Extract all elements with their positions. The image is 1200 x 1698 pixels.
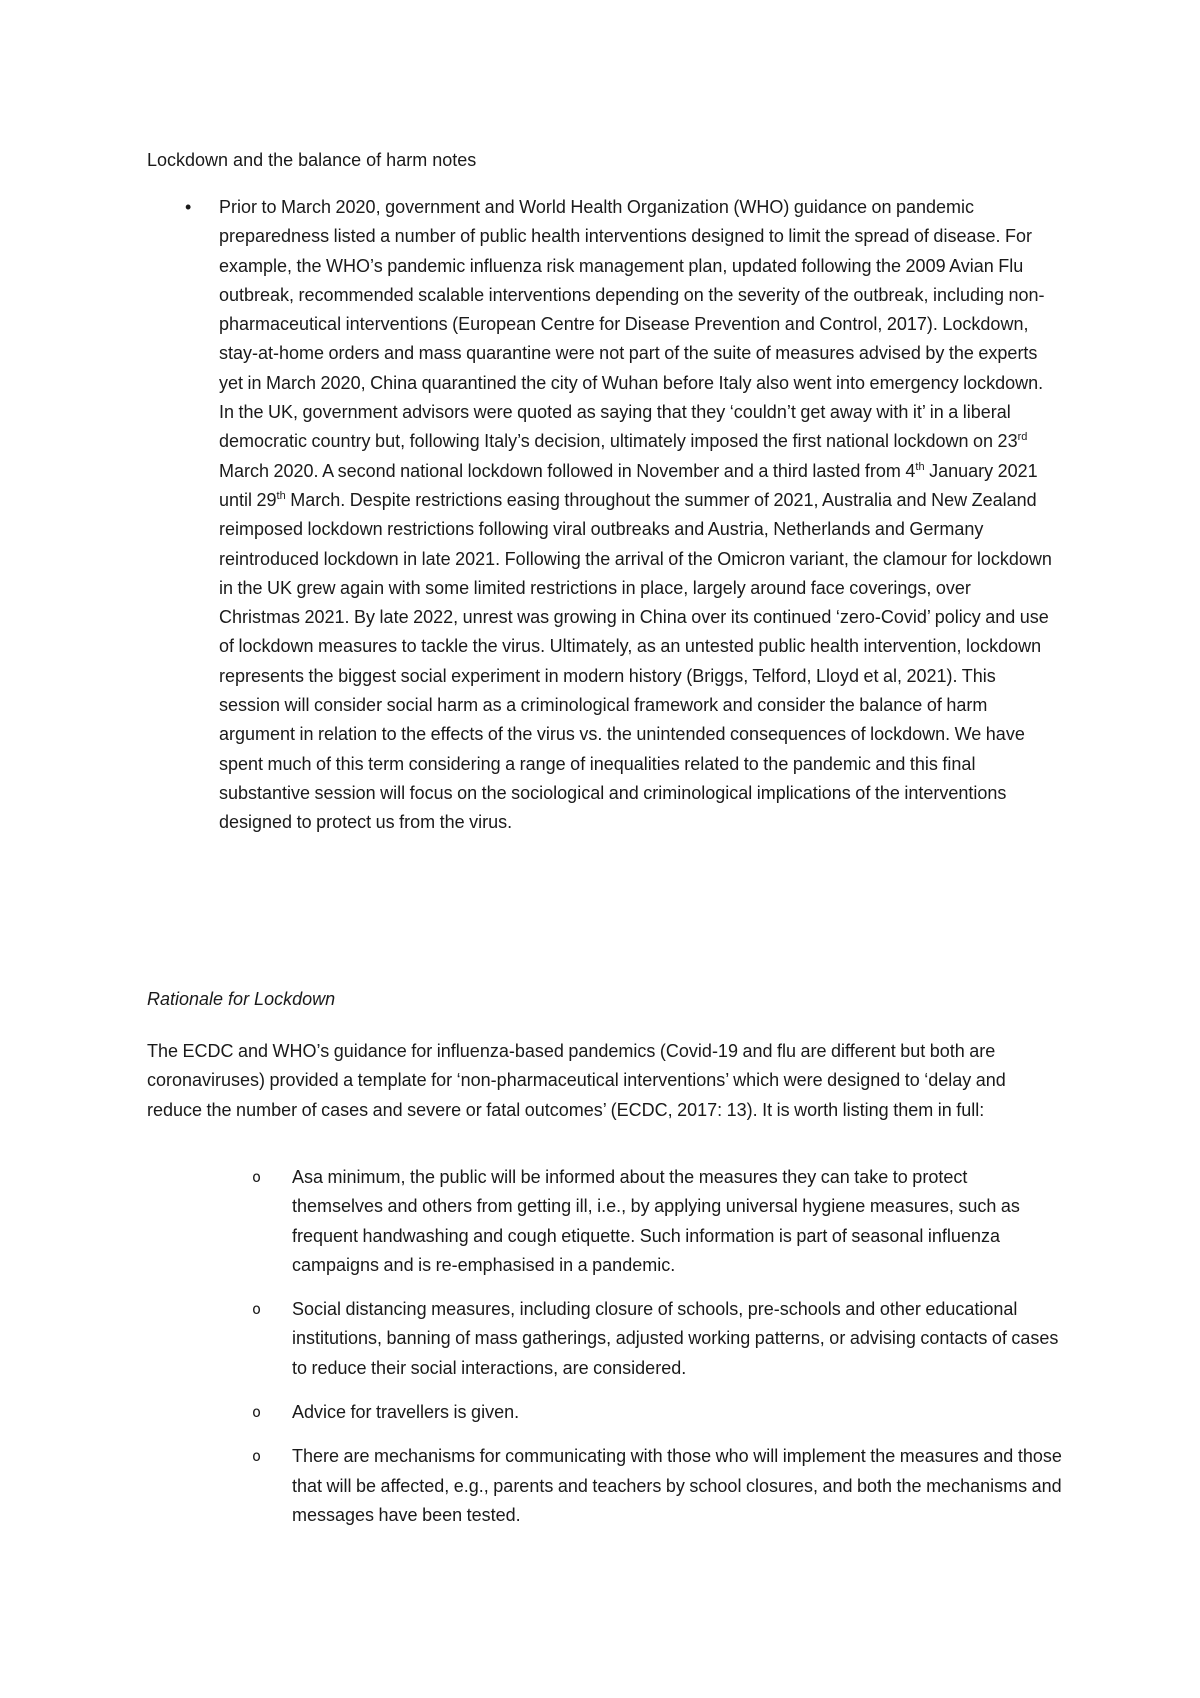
list-marker: o xyxy=(252,1168,262,1186)
list-item xyxy=(242,1398,1062,1427)
superscript-th-1: th xyxy=(915,460,925,473)
list-item-text: Social distancing measures, including closure of schools, pre-schools and other educational institutions, banning of mass gatherings, adjusted working patterns, or advising contacts of cases to reduce their social interactions, are considered. xyxy=(292,1299,1059,1378)
bullet-marker: • xyxy=(185,197,192,217)
list-item xyxy=(242,1163,1062,1280)
overview-text-part-1: Prior to March 2020, government and World Health Organization (WHO) guidance on pandemic preparedness listed a number of public health interventions designed to limit the spread of disease. For example, the WHO’s pandemic influenza risk management plan, updated following the 2009 Avian Flu outbreak, recommended scalable interventions depending on the severity of the outbreak, including non-pharmaceutical interventions (European Centre for Disease Prevention and Control, 2017). Lockdown, stay-at-home orders and mass quarantine were not part of the suite of measures advised by the experts yet in March 2020, China quarantined the city of Wuhan before Italy also went into emergency lockdown. In the UK, government advisors were quoted as saying that they ‘couldn’t get away with it’ in a liberal democratic country but, following Italy’s decision, ultimately imposed the first national lockdown on 23 xyxy=(219,197,1045,452)
overview-paragraph xyxy=(219,193,1054,838)
list-item-text: Asa minimum, the public will be informed about the measures they can take to protect themselves and others from getting ill, i.e., by applying universal hygiene measures, such as frequent handwashing and cough etiquette. Such information is part of seasonal influenza campaigns and is re-emphasised in a pandemic. xyxy=(292,1167,1020,1275)
list-item-text: Advice for travellers is given. xyxy=(292,1402,520,1423)
list-marker: o xyxy=(252,1447,262,1466)
superscript-th-2: th xyxy=(276,489,286,502)
overview-text-part-2: March 2020. A second national lockdown followed in November and a third lasted from 4 xyxy=(219,460,916,481)
overview-text-part-4: March. Despite restrictions easing throughout the summer of 2021, Australia and New Zealand reimposed lockdown restrictions following viral outbreaks and Austria, Netherlands and Germany reintroduced lockdown in late 2021. Following the arrival of the Omicron variant, the clamour for lockdown in the UK grew again with some limited restrictions in place, largely around face coverings, over Christmas 2021. By late 2022, unrest was growing in China over its continued ‘zero-Covid’ policy and use of lockdown measures to tackle the virus. Ultimately, as an untested public health intervention, lockdown represents the biggest social experiment in modern history (Briggs, Telford, Lloyd et al, 2021). This session will consider social harm as a criminological framework and consider the balance of harm argument in relation to the effects of the virus vs. the unintended consequences of lockdown. We have spent much of this term considering a range of inequalities related to the pandemic and this final substantive session will focus on the sociological and criminological implications of the interventions designed to protect us from the virus. xyxy=(219,489,1052,833)
overview-text-part-3: January 2021 until 29 xyxy=(219,460,1038,510)
document-title: Lockdown and the balance of harm notes xyxy=(147,150,477,170)
list-marker: o xyxy=(252,1403,262,1422)
section-heading: Rationale for Lockdown xyxy=(147,989,336,1009)
list-item xyxy=(242,1442,1062,1530)
list-item-text: There are mechanisms for communicating with those who will implement the measures and those that will be affected, e.g., parents and teachers by school closures, and both the mechanisms and messages have been tested. xyxy=(292,1446,1062,1525)
list-item xyxy=(242,1295,1062,1383)
list-marker: o xyxy=(252,1300,262,1319)
section-intro-paragraph: The ECDC and WHO’s guidance for influenza-based pandemics (Covid-19 and flu are different but both are coronaviruses) provided a template for ‘non-pharmaceutical interventions’ which were designed to ‘delay and reduce the number of cases and severe or fatal outcomes’ (ECDC, 2017: 13). It is worth listing them in full: xyxy=(147,1041,1006,1120)
overview-bullet xyxy=(147,193,1067,838)
measures-list xyxy=(242,1163,1062,1545)
superscript-rd: rd xyxy=(1017,431,1028,444)
